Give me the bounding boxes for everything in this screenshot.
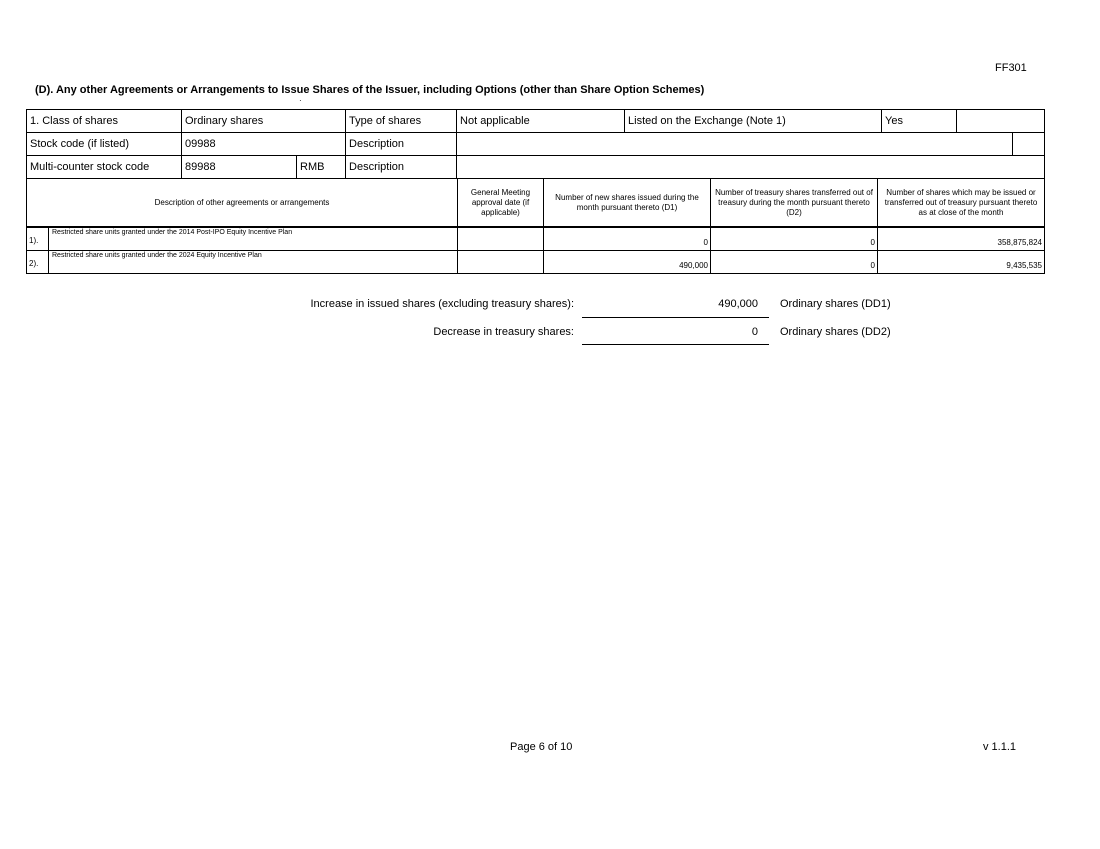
- decrease-label: Decrease in treasury shares:: [433, 326, 574, 338]
- row-treasury: 0: [870, 238, 875, 247]
- class-label: 1. Class of shares: [27, 110, 182, 133]
- arrangements-rows: [26, 227, 1045, 274]
- row-may-be-issued: 358,875,824: [997, 238, 1042, 247]
- row-may-be-issued: 9,435,535: [1006, 261, 1042, 270]
- col-gm-date: General Meeting approval date (if applicable): [458, 179, 544, 227]
- row-number: 1).: [29, 236, 39, 245]
- type-label: Type of shares: [346, 110, 457, 133]
- class-value: Ordinary shares: [182, 110, 346, 133]
- arrangements-header: [26, 178, 1045, 227]
- increase-label: Increase in issued shares (excluding treasury shares):: [310, 298, 574, 310]
- row-description: Restricted share units granted under the 2024 Equity Incentive Plan: [52, 252, 262, 259]
- listed-label: Listed on the Exchange (Note 1): [625, 110, 882, 133]
- row-number: 2).: [29, 259, 39, 268]
- section-title: (D). Any other Agreements or Arrangements to Issue Shares of the Issuer, including Options (other than Share Option Schemes): [35, 84, 705, 96]
- row-description: Restricted share units granted under the 2014 Post-IPO Equity Incentive Plan: [52, 229, 293, 236]
- table-row: [27, 251, 1045, 274]
- type-value: Not applicable: [457, 110, 625, 133]
- row-new-shares: 0: [703, 238, 708, 247]
- multi-value: 89988: [182, 156, 297, 179]
- decrease-underline: [582, 343, 769, 345]
- version: v 1.1.1: [983, 741, 1017, 753]
- stock-code-label: Stock code (if listed): [27, 133, 182, 156]
- col-treasury-transferred: Number of treasury shares transferred out of treasury during the month pursuant thereto (D2): [711, 179, 878, 227]
- decrease-value: 0: [751, 326, 758, 338]
- increase-value: 490,000: [718, 298, 758, 310]
- description-value-2: [457, 156, 1045, 179]
- col-description: Description of other agreements or arrangements: [27, 179, 458, 227]
- listed-extra: [957, 110, 1045, 133]
- col-may-be-issued: Number of shares which may be issued or transferred out of treasury pursuant thereto as at close of the month: [878, 179, 1045, 227]
- col-new-shares: Number of new shares issued during the month pursuant thereto (D1): [544, 179, 711, 227]
- description-label-2: Description: [346, 156, 457, 179]
- description-label: Description: [346, 133, 457, 156]
- decrease-unit: Ordinary shares (DD2): [780, 326, 891, 338]
- description-value: [457, 133, 1013, 156]
- stray-mark: ·: [299, 96, 302, 105]
- listed-value: Yes: [882, 110, 957, 133]
- multi-counter-row: [27, 156, 1045, 179]
- row-treasury: 0: [870, 261, 875, 270]
- class-row: [27, 110, 1045, 133]
- increase-unit: Ordinary shares (DD1): [780, 298, 891, 310]
- table-row: [27, 228, 1045, 251]
- page-number: Page 6 of 10: [510, 741, 573, 753]
- description-extra: [1013, 133, 1045, 156]
- share-class-table: [26, 109, 1045, 179]
- multi-label: Multi-counter stock code: [27, 156, 182, 179]
- increase-underline: [582, 316, 769, 318]
- form-code: FF301: [995, 62, 1027, 74]
- row-new-shares: 490,000: [679, 261, 708, 270]
- stock-code-value: 09988: [182, 133, 346, 156]
- stock-code-row: [27, 133, 1045, 156]
- multi-currency: RMB: [297, 156, 346, 179]
